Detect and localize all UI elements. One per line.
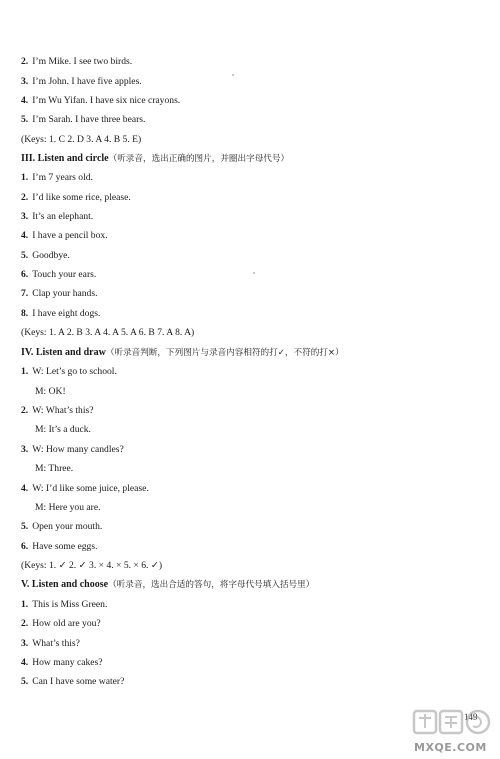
script-line <box>21 405 94 417</box>
script-line <box>21 521 102 533</box>
item-number: 3. <box>21 211 29 222</box>
item-text: W: I’d like some juice, please. <box>32 483 149 494</box>
script-line <box>21 366 117 378</box>
item-number: 2. <box>21 192 29 203</box>
item-text: I’m John. I have five apples. <box>32 76 142 87</box>
item-text: Can I have some water? <box>32 676 125 687</box>
script-line <box>21 618 101 630</box>
page-number: 149 <box>464 712 478 722</box>
item-text: Touch your ears. <box>32 269 97 280</box>
item-text: Open your mouth. <box>32 521 103 532</box>
script-line <box>21 56 132 68</box>
script-line <box>21 676 124 688</box>
item-text: I’m Sarah. I have three bears. <box>32 114 146 125</box>
item-text: I’m Mike. I see two birds. <box>32 56 133 67</box>
script-line <box>21 211 93 223</box>
item-number: 3. <box>21 444 29 455</box>
item-text: Clap your hands. <box>32 288 98 299</box>
section-instruction: （听录音判断，下列图片与录音内容相符的打✓，不符的打×） <box>105 348 344 358</box>
section-title: IV. Listen and draw <box>21 347 106 358</box>
item-text: It’s an elephant. <box>32 211 94 222</box>
script-line <box>21 541 97 553</box>
item-text: I’m Wu Yifan. I have six nice crayons. <box>32 95 181 106</box>
item-text: How old are you? <box>32 618 101 629</box>
item-text: W: What’s this? <box>32 405 94 416</box>
dialogue-response: M: It’s a duck. <box>35 424 91 435</box>
watermark-text: MXQE.COM <box>414 741 487 754</box>
item-number: 1. <box>21 366 29 377</box>
item-text: This is Miss Green. <box>32 599 108 610</box>
item-number: 3. <box>21 638 29 649</box>
item-text: Goodbye. <box>32 250 70 261</box>
item-number: 1. <box>21 599 29 610</box>
speck <box>232 74 234 76</box>
item-number: 6. <box>21 541 29 552</box>
item-number: 6. <box>21 269 29 280</box>
section-heading <box>21 347 344 359</box>
item-text: I have a pencil box. <box>32 230 108 241</box>
item-text: I’m 7 years old. <box>32 172 93 183</box>
item-number: 2. <box>21 618 29 629</box>
script-line <box>21 288 98 300</box>
script-line <box>21 250 70 262</box>
item-number: 4. <box>21 230 29 241</box>
script-line <box>21 95 180 107</box>
item-number: 4. <box>21 483 29 494</box>
section-instruction: （听录音，选出合适的答句，将字母代号填入括号里） <box>108 580 315 590</box>
answer-keys: (Keys: 1. A 2. B 3. A 4. A 5. A 6. B 7. A 8. A) <box>21 327 195 338</box>
item-number: 3. <box>21 76 29 87</box>
item-number: 2. <box>21 405 29 416</box>
section-instruction: （听录音，选出正确的图片，并圈出字母代号） <box>108 154 290 164</box>
script-line <box>21 114 145 126</box>
item-text: I’d like some rice, please. <box>32 192 131 203</box>
item-number: 5. <box>21 676 29 687</box>
script-line <box>21 638 80 650</box>
item-number: 4. <box>21 657 29 668</box>
item-number: 2. <box>21 56 29 67</box>
item-number: 8. <box>21 308 29 319</box>
item-text: W: How many candles? <box>32 444 124 455</box>
script-line <box>21 444 124 456</box>
section-title: V. Listen and choose <box>21 579 109 590</box>
script-line <box>21 269 96 281</box>
item-number: 4. <box>21 95 29 106</box>
item-text: I have eight dogs. <box>32 308 101 319</box>
answer-keys: (Keys: 1. ✓ 2. ✓ 3. × 4. × 5. × 6. ✓) <box>21 560 163 571</box>
script-line <box>21 230 108 242</box>
dialogue-response: M: Three. <box>35 463 74 474</box>
script-line <box>21 657 103 669</box>
dialogue-response: M: Here you are. <box>35 502 101 513</box>
item-text: W: Let’s go to school. <box>32 366 117 377</box>
script-line <box>21 172 93 184</box>
section-heading <box>21 153 289 165</box>
dialogue-response: M: OK! <box>35 386 66 397</box>
item-number: 5. <box>21 521 29 532</box>
script-line <box>21 483 149 495</box>
item-text: How many cakes? <box>32 657 103 668</box>
answer-keys: (Keys: 1. C 2. D 3. A 4. B 5. E) <box>21 134 142 145</box>
item-text: What’s this? <box>32 638 80 649</box>
item-text: Have some eggs. <box>32 541 98 552</box>
section-heading <box>21 579 314 591</box>
item-number: 7. <box>21 288 29 299</box>
section-title: III. Listen and circle <box>21 153 109 164</box>
speck <box>253 272 255 274</box>
script-line <box>21 599 107 611</box>
script-line <box>21 76 142 88</box>
script-line <box>21 192 131 204</box>
item-number: 5. <box>21 114 29 125</box>
item-number: 5. <box>21 250 29 261</box>
item-number: 1. <box>21 172 29 183</box>
script-line <box>21 308 100 320</box>
